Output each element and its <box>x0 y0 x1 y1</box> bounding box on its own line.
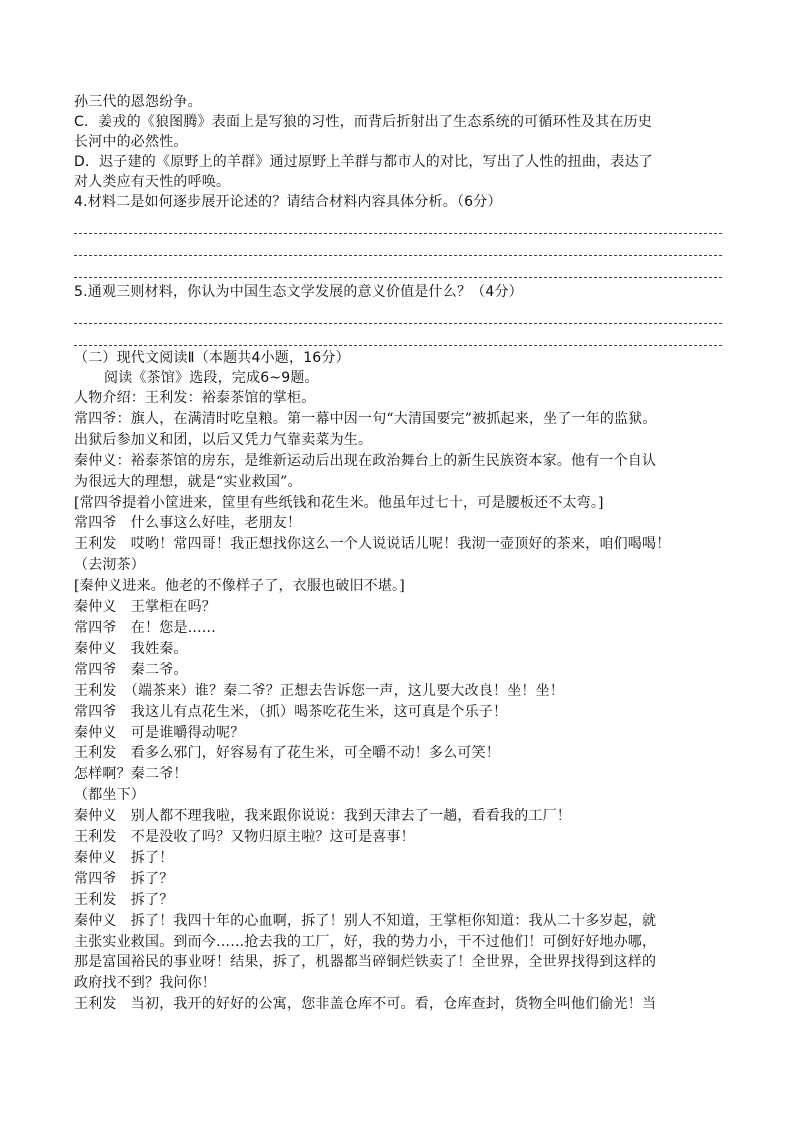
stage-direction: [秦仲义进来。他老的不像样子了，衣服也破旧不堪。] <box>74 578 405 595</box>
dialog-line: 秦仲义 拆了！ <box>74 849 174 866</box>
text-line: 秦仲义：裕泰茶馆的房东，是维新运动后出现在政治舞台上的新生民族资本家。他有一个自认 <box>74 452 657 469</box>
option-c-line2: 长河中的必然性。 <box>74 134 188 150</box>
answer-line[interactable] <box>74 234 722 256</box>
option-d-line1: D．迟子建的《原野上的羊群》通过原野上羊群与都市人的对比，写出了人性的扭曲，表达了 <box>74 154 653 170</box>
dialog-line: 王利发 拆了？ <box>74 891 174 908</box>
stage-direction: [常四爷提着小筐进来，筐里有些纸钱和花生米。他虽年过七十，可是腰板还不太弯。] <box>74 494 604 511</box>
stage-direction: （都坐下） <box>74 787 145 804</box>
option-c-line1: C．姜戎的《狼图腾》表面上是写狼的习性，而背后折射出了生态系统的可循环性及其在历史 <box>74 114 652 130</box>
dialog-line: 秦仲义 别人都不理我啦，我来跟你说说：我到天津去了一趟，看看我的工厂！ <box>74 808 571 825</box>
answer-line[interactable] <box>74 256 722 278</box>
document-page <box>74 92 722 1015</box>
dialog-line: 常四爷 我这儿有点花生米，（抓）喝茶吃花生米，这可真是个乐子！ <box>74 703 508 720</box>
answer-line[interactable] <box>74 212 722 234</box>
question-4: 4.材料二是如何逐步展开论述的？请结合材料内容具体分析。（6分） <box>74 194 502 210</box>
dialog-line: 秦仲义 我姓秦。 <box>74 640 188 657</box>
text-line: 常四爷：旗人，在满清时吃皇粮。第一幕中因一句“大清国要完”被抓起来，坐了一年的监狱。 <box>74 410 657 427</box>
dialog-line: 王利发 当初，我开的好好的公寓，您非盖仓库不可。看，仓库查封，货物全叫他们偷光！当 <box>74 996 657 1013</box>
text-line: 为很远大的理想，就是“实业救国”。 <box>74 473 302 490</box>
dialog-line: 那是富国裕民的事业呀！结果，拆了，机器都当碎铜烂铁卖了！全世界，全世界找得到这样的 <box>74 954 657 971</box>
dialog-line: 王利发 （端茶来）谁？秦二爷？正想去告诉您一声，这儿要大改良！坐！坐！ <box>74 682 564 699</box>
answer-line[interactable] <box>74 324 722 346</box>
dialog-line: 常四爷 秦二爷。 <box>74 661 188 678</box>
dialog-line: 怎样啊？秦二爷！ <box>74 766 188 783</box>
dialog-line: 主张实业救国。到而今……抢去我的工厂，好，我的势力小，干不过他们！可倒好好地办哪， <box>74 933 657 950</box>
play-excerpt <box>74 388 722 1015</box>
stage-direction: （去沏茶） <box>74 557 145 574</box>
dialog-line: 政府找不到？我问你！ <box>74 975 216 992</box>
dialog-line: 秦仲义 可是谁嚼得动呢？ <box>74 724 245 741</box>
dialog-line: 王利发 不是没收了吗？又物归原主啦？这可是喜事！ <box>74 829 415 846</box>
question-5: 5.通观三则材料，你认为中国生态文学发展的意义价值是什么？（4分） <box>74 284 523 300</box>
dialog-line: 常四爷 拆了？ <box>74 870 174 887</box>
option-d-line2: 对人类应有天性的呼唤。 <box>74 174 231 190</box>
answer-line[interactable] <box>74 302 722 324</box>
section-heading: （二）现代文阅读Ⅱ（本题共4小题，16分） <box>74 350 350 366</box>
text-line: 出狱后参加义和团，以后又凭力气靠卖菜为生。 <box>74 431 373 448</box>
dialog-line: 王利发 看多么邪门，好容易有了花生米，可全嚼不动！多么可笑！ <box>74 745 500 762</box>
dialog-line: 秦仲义 拆了！我四十年的心血啊，拆了！别人不知道，王掌柜你知道：我从二十多岁起，就 <box>74 912 657 929</box>
dialog-line: 秦仲义 王掌柜在吗？ <box>74 599 216 616</box>
dialog-line: 常四爷 在！您是…… <box>74 619 216 636</box>
option-b-tail: 孙三代的恩怨纷争。 <box>74 94 202 110</box>
dialog-line: 王利发 哎哟！常四哥！我正想找你这么一个人说说话儿呢！我沏一壶顶好的茶来，咱们喝喝！ <box>74 536 671 553</box>
reading-instruction: 阅读《茶馆》选段，完成6~9题。 <box>104 370 319 386</box>
text-line: 人物介绍：王利发：裕泰茶馆的掌柜。 <box>74 390 316 406</box>
dialog-line: 常四爷 什么事这么好哇，老朋友！ <box>74 515 302 532</box>
